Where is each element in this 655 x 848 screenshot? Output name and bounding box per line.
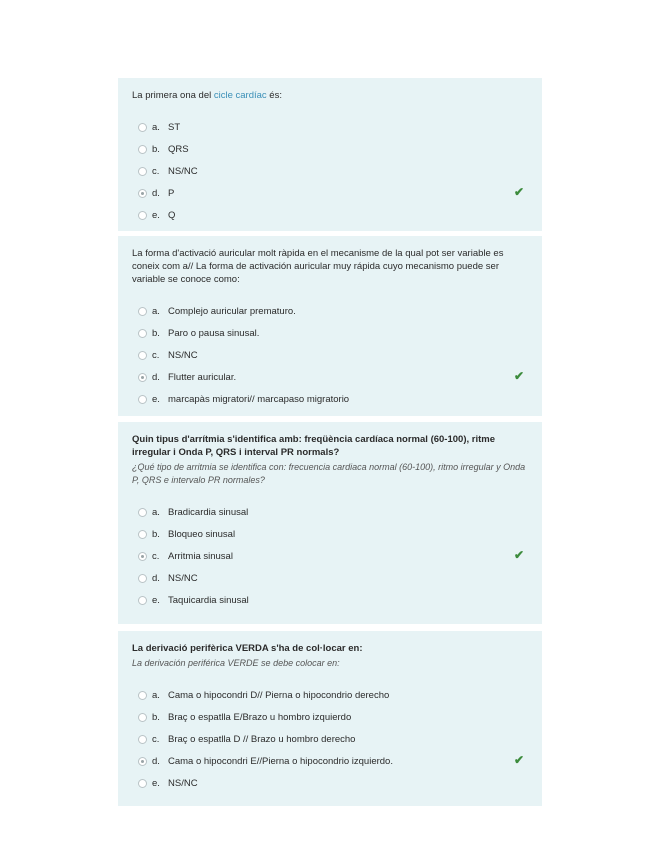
radio-button-icon[interactable] bbox=[138, 189, 147, 198]
radio-button-icon[interactable] bbox=[138, 735, 147, 744]
radio-button-icon[interactable] bbox=[138, 329, 147, 338]
radio-button-icon[interactable] bbox=[138, 167, 147, 176]
radio-button-icon[interactable] bbox=[138, 123, 147, 132]
options-list bbox=[132, 300, 528, 410]
answer-option-e[interactable]: e. Taquicardia sinusal bbox=[132, 589, 528, 611]
question-subtext: La derivación periférica VERDE se debe colocar en: bbox=[132, 658, 340, 668]
check-mark-icon: ✔ bbox=[513, 185, 524, 199]
radio-button-icon[interactable] bbox=[138, 211, 147, 220]
answer-option-c[interactable]: c. Braç o espatlla D // Brazo u hombro derecho bbox=[132, 728, 528, 750]
radio-button-icon[interactable] bbox=[138, 508, 147, 517]
question-text: La derivació perifèrica VERDA s'ha de col·locar en: bbox=[132, 643, 363, 654]
radio-button-icon[interactable] bbox=[138, 596, 147, 605]
options-list bbox=[132, 116, 528, 226]
question-text: La forma d'activació auricular molt ràpida en el mecanisme de la qual pot ser variable es coneix com a// La forma de activación auricular muy rápida cuyo mecanismo puede ser variable se conoce como: bbox=[132, 248, 504, 285]
answer-option-d[interactable]: d. P ✔ bbox=[132, 182, 528, 204]
answer-option-d[interactable]: d. Flutter auricular. ✔ bbox=[132, 366, 528, 388]
question-text: La primera ona del cicle cardíac és: bbox=[132, 90, 282, 101]
radio-button-icon[interactable] bbox=[138, 351, 147, 360]
answer-option-e[interactable]: e. marcapàs migratori// marcapaso migratorio bbox=[132, 388, 528, 410]
answer-option-a[interactable]: a. Bradicardia sinusal bbox=[132, 501, 528, 523]
answer-option-b[interactable]: b. Braç o espatlla E/Brazo u hombro izquierdo bbox=[132, 706, 528, 728]
radio-button-icon[interactable] bbox=[138, 757, 147, 766]
answer-option-b[interactable]: b. Bloqueo sinusal bbox=[132, 523, 528, 545]
question-text: Quin tipus d'arrítmia s'identifica amb: freqüència cardíaca normal (60-100), ritme irregular i Onda P, QRS i interval PR normals? bbox=[132, 434, 495, 458]
check-mark-icon: ✔ bbox=[513, 369, 524, 383]
answer-option-c[interactable]: c. NS/NC bbox=[132, 160, 528, 182]
answer-option-d[interactable]: d. NS/NC bbox=[132, 567, 528, 589]
question-card-1 bbox=[118, 78, 542, 231]
answer-option-b[interactable]: b. QRS bbox=[132, 138, 528, 160]
radio-button-icon[interactable] bbox=[138, 373, 147, 382]
answer-option-a[interactable]: a. Complejo auricular prematuro. bbox=[132, 300, 528, 322]
radio-button-icon[interactable] bbox=[138, 145, 147, 154]
question-card-3 bbox=[118, 422, 542, 624]
radio-button-icon[interactable] bbox=[138, 552, 147, 561]
radio-button-icon[interactable] bbox=[138, 395, 147, 404]
answer-option-c[interactable]: c. Arritmia sinusal ✔ bbox=[132, 545, 528, 567]
answer-option-e[interactable]: e. NS/NC bbox=[132, 772, 528, 794]
radio-button-icon[interactable] bbox=[138, 530, 147, 539]
answer-option-b[interactable]: b. Paro o pausa sinusal. bbox=[132, 322, 528, 344]
options-list bbox=[132, 501, 528, 611]
answer-option-d[interactable]: d. Cama o hipocondri E//Pierna o hipocondrio izquierdo. ✔ bbox=[132, 750, 528, 772]
check-mark-icon: ✔ bbox=[513, 548, 524, 562]
radio-button-icon[interactable] bbox=[138, 691, 147, 700]
check-mark-icon: ✔ bbox=[513, 753, 524, 767]
glossary-link[interactable]: cicle cardíac bbox=[213, 90, 267, 101]
options-list bbox=[132, 684, 528, 794]
radio-button-icon[interactable] bbox=[138, 779, 147, 788]
answer-option-a[interactable]: a. ST bbox=[132, 116, 528, 138]
question-card-4 bbox=[118, 631, 542, 806]
answer-option-a[interactable]: a. Cama o hipocondri D// Pierna o hipocondrio derecho bbox=[132, 684, 528, 706]
radio-button-icon[interactable] bbox=[138, 574, 147, 583]
question-subtext: ¿Qué tipo de arritmia se identifica con: frecuencia cardiaca normal (60-100), ritmo irregular y Onda P, QRS e intervalo PR normales? bbox=[132, 462, 526, 485]
answer-option-e[interactable]: e. Q bbox=[132, 204, 528, 226]
answer-option-c[interactable]: c. NS/NC bbox=[132, 344, 528, 366]
question-card-2 bbox=[118, 236, 542, 416]
radio-button-icon[interactable] bbox=[138, 307, 147, 316]
radio-button-icon[interactable] bbox=[138, 713, 147, 722]
